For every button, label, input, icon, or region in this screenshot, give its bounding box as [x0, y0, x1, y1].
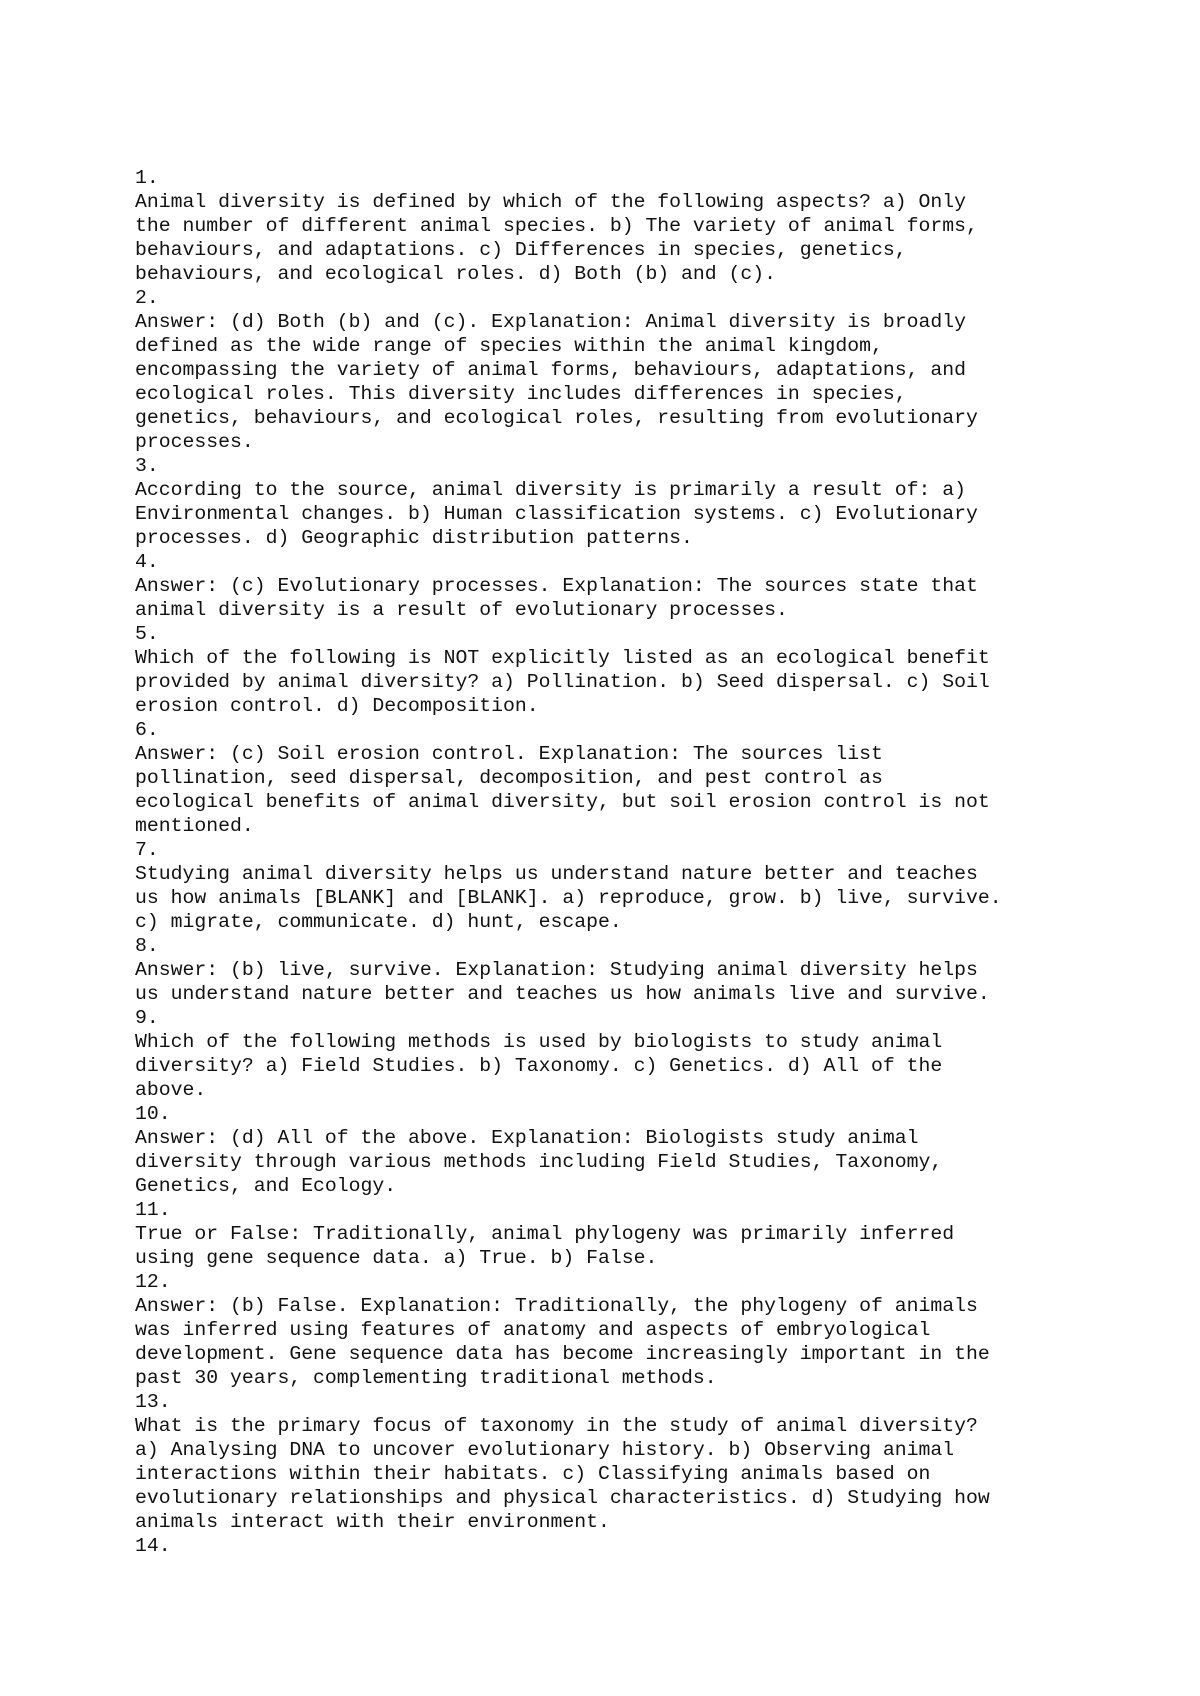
text-line: processes. d) Geographic distribution patterns.: [135, 527, 693, 549]
text-line: animals interact with their environment.: [135, 1511, 610, 1533]
text-line: According to the source, animal diversity is primarily a result of: a): [135, 479, 966, 501]
text-line: Answer: (d) Both (b) and (c). Explanation: Animal diversity is broadly: [135, 311, 966, 333]
text-line: behaviours, and ecological roles. d) Both (b) and (c).: [135, 263, 777, 285]
text-line: 9.: [135, 1007, 159, 1029]
text-line: us how animals [BLANK] and [BLANK]. a) reproduce, grow. b) live, survive.: [135, 887, 1002, 909]
text-line: the number of different animal species. b) The variety of animal forms,: [135, 215, 978, 237]
text-line: above.: [135, 1079, 207, 1101]
text-line: 6.: [135, 719, 159, 741]
text-line: using gene sequence data. a) True. b) False.: [135, 1247, 658, 1269]
text-line: Studying animal diversity helps us understand nature better and teaches: [135, 863, 978, 885]
text-line: encompassing the variety of animal forms, behaviours, adaptations, and: [135, 359, 966, 381]
text-line: 12.: [135, 1271, 171, 1293]
text-line: Which of the following is NOT explicitly listed as an ecological benefit: [135, 647, 990, 669]
text-line: Animal diversity is defined by which of the following aspects? a) Only: [135, 191, 966, 213]
text-line: development. Gene sequence data has become increasingly important in the: [135, 1343, 990, 1365]
text-line: Answer: (c) Evolutionary processes. Explanation: The sources state that: [135, 575, 978, 597]
text-line: ecological benefits of animal diversity, but soil erosion control is not: [135, 791, 990, 813]
text-line: provided by animal diversity? a) Pollination. b) Seed dispersal. c) Soil: [135, 671, 990, 693]
text-line: us understand nature better and teaches us how animals live and survive.: [135, 983, 990, 1005]
text-line: genetics, behaviours, and ecological roles, resulting from evolutionary: [135, 407, 978, 429]
text-line: Genetics, and Ecology.: [135, 1175, 397, 1197]
text-line: Which of the following methods is used by biologists to study animal: [135, 1031, 943, 1053]
text-line: 1.: [135, 167, 159, 189]
text-line: 10.: [135, 1103, 171, 1125]
text-line: 4.: [135, 551, 159, 573]
text-line: 11.: [135, 1199, 171, 1221]
text-line: was inferred using features of anatomy and aspects of embryological: [135, 1319, 931, 1341]
text-line: processes.: [135, 431, 254, 453]
text-line: What is the primary focus of taxonomy in the study of animal diversity?: [135, 1415, 978, 1437]
document-page: [135, 166, 1145, 1558]
text-line: interactions within their habitats. c) Classifying animals based on: [135, 1463, 931, 1485]
text-line: Answer: (b) live, survive. Explanation: Studying animal diversity helps: [135, 959, 978, 981]
text-line: 8.: [135, 935, 159, 957]
text-line: ecological roles. This diversity includes differences in species,: [135, 383, 907, 405]
text-line: 13.: [135, 1391, 171, 1413]
text-line: behaviours, and adaptations. c) Differences in species, genetics,: [135, 239, 907, 261]
text-line: 2.: [135, 287, 159, 309]
text-line: 14.: [135, 1535, 171, 1557]
text-line: pollination, seed dispersal, decomposition, and pest control as: [135, 767, 883, 789]
text-line: animal diversity is a result of evolutionary processes.: [135, 599, 788, 621]
text-line: Environmental changes. b) Human classification systems. c) Evolutionary: [135, 503, 978, 525]
text-line: Answer: (c) Soil erosion control. Explanation: The sources list: [135, 743, 883, 765]
text-line: Answer: (d) All of the above. Explanation: Biologists study animal: [135, 1127, 919, 1149]
text-line: diversity? a) Field Studies. b) Taxonomy. c) Genetics. d) All of the: [135, 1055, 943, 1077]
text-line: c) migrate, communicate. d) hunt, escape.: [135, 911, 622, 933]
text-line: 3.: [135, 455, 159, 477]
text-line: 5.: [135, 623, 159, 645]
text-line: evolutionary relationships and physical characteristics. d) Studying how: [135, 1487, 990, 1509]
text-line: 7.: [135, 839, 159, 861]
text-line: defined as the wide range of species within the animal kingdom,: [135, 335, 883, 357]
text-line: diversity through various methods including Field Studies, Taxonomy,: [135, 1151, 943, 1173]
text-line: past 30 years, complementing traditional methods.: [135, 1367, 717, 1389]
text-line: Answer: (b) False. Explanation: Traditionally, the phylogeny of animals: [135, 1295, 978, 1317]
text-line: True or False: Traditionally, animal phylogeny was primarily inferred: [135, 1223, 955, 1245]
text-line: mentioned.: [135, 815, 254, 837]
text-line: erosion control. d) Decomposition.: [135, 695, 539, 717]
text-line: a) Analysing DNA to uncover evolutionary history. b) Observing animal: [135, 1439, 955, 1461]
